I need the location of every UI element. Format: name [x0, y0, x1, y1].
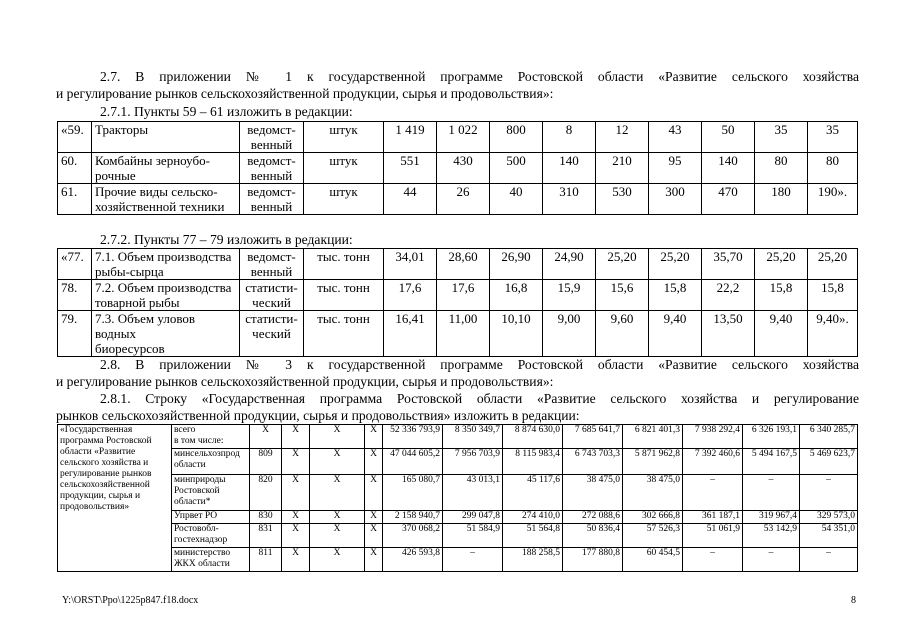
- amount-cell: 361 187,1: [683, 511, 743, 524]
- x-cell: X: [282, 524, 310, 548]
- value-cell: 26,90: [490, 249, 543, 280]
- x-cell: X: [310, 548, 365, 572]
- footer-page-number: 8: [851, 595, 856, 606]
- amount-cell: 51 564,8: [503, 524, 563, 548]
- indicator-source: ведомст- венный: [240, 184, 304, 215]
- value-cell: 17,6: [384, 280, 437, 311]
- value-cell: 80: [755, 153, 808, 184]
- unit: штук: [304, 122, 384, 153]
- value-cell: 140: [702, 153, 755, 184]
- x-cell: X: [282, 425, 310, 449]
- value-cell: 25,20: [596, 249, 649, 280]
- value-cell: 22,2: [702, 280, 755, 311]
- x-cell: X: [365, 511, 383, 524]
- amount-cell: 302 666,8: [623, 511, 683, 524]
- value-cell: 9,40: [649, 311, 702, 357]
- amount-cell: –: [443, 548, 503, 572]
- value-cell: 180: [755, 184, 808, 215]
- funding-row: [58, 524, 858, 548]
- value-cell: 11,00: [437, 311, 490, 357]
- paragraph-2-8: 2.8. В приложении № 3 к государственной программе Ростовской области «Развитие сельского хозяйства: [100, 357, 859, 372]
- amount-cell: 51 584,9: [443, 524, 503, 548]
- amount-cell: 51 061,9: [683, 524, 743, 548]
- value-cell: 35: [808, 122, 858, 153]
- value-cell: 24,90: [543, 249, 596, 280]
- executor: Ростовобл-гостехнадзор: [172, 524, 250, 548]
- amount-cell: 426 593,8: [383, 548, 443, 572]
- x-cell: X: [365, 475, 383, 511]
- value-cell: 500: [490, 153, 543, 184]
- x-cell: X: [282, 511, 310, 524]
- amount-cell: 43 013,1: [443, 475, 503, 511]
- row-number: «77.: [58, 249, 92, 280]
- amount-cell: 50 836,4: [563, 524, 623, 548]
- value-cell: 28,60: [437, 249, 490, 280]
- amount-cell: –: [683, 475, 743, 511]
- value-cell: 190».: [808, 184, 858, 215]
- value-cell: 530: [596, 184, 649, 215]
- value-cell: 800: [490, 122, 543, 153]
- unit: штук: [304, 153, 384, 184]
- value-cell: 95: [649, 153, 702, 184]
- value-cell: 15,8: [755, 280, 808, 311]
- table-machinery: [57, 121, 858, 215]
- amount-cell: –: [683, 548, 743, 572]
- row-number: 61.: [58, 184, 92, 215]
- value-cell: 1 022: [437, 122, 490, 153]
- value-cell: 8: [543, 122, 596, 153]
- value-cell: 9,60: [596, 311, 649, 357]
- executor: министерство ЖКХ области: [172, 548, 250, 572]
- amount-cell: 47 044 605,2: [383, 449, 443, 475]
- value-cell: 9,40».: [808, 311, 858, 357]
- unit: тыс. тонн: [304, 311, 384, 357]
- indicator-source: ведомст- венный: [240, 249, 304, 280]
- value-cell: 16,41: [384, 311, 437, 357]
- value-cell: 551: [384, 153, 437, 184]
- executor: Упрвет РО: [172, 511, 250, 524]
- value-cell: 17,6: [437, 280, 490, 311]
- amount-cell: 7 685 641,7: [563, 425, 623, 449]
- value-cell: 470: [702, 184, 755, 215]
- value-cell: 300: [649, 184, 702, 215]
- value-cell: 34,01: [384, 249, 437, 280]
- amount-cell: 8 115 983,4: [503, 449, 563, 475]
- fish-row: [58, 280, 858, 311]
- funding-row: [58, 548, 858, 572]
- amount-cell: 7 392 460,6: [683, 449, 743, 475]
- program-name: «Государственная программа Ростовской области «Развитие сельского хозяйства и регулирование рынков сельскохозяйственной продукции, сырья и продовольствия»: [58, 425, 172, 572]
- value-cell: 140: [543, 153, 596, 184]
- amount-cell: 38 475,0: [563, 475, 623, 511]
- x-cell: X: [310, 511, 365, 524]
- amount-cell: 38 475,0: [623, 475, 683, 511]
- unit: тыс. тонн: [304, 280, 384, 311]
- code-cell: 830: [250, 511, 282, 524]
- heading-2-7-2: 2.7.2. Пункты 77 – 79 изложить в редакции:: [100, 232, 353, 247]
- amount-cell: 53 142,9: [743, 524, 800, 548]
- amount-cell: 272 088,6: [563, 511, 623, 524]
- row-number: «59.: [58, 122, 92, 153]
- indicator-source: статисти- ческий: [240, 280, 304, 311]
- indicator-name: Тракторы: [92, 122, 240, 153]
- amount-cell: 57 526,3: [623, 524, 683, 548]
- machinery-row: [58, 153, 858, 184]
- fish-row: [58, 249, 858, 280]
- code-cell: X: [250, 425, 282, 449]
- value-cell: 13,50: [702, 311, 755, 357]
- amount-cell: –: [743, 475, 800, 511]
- paragraph-2-7-line2: и регулирование рынков сельскохозяйственной продукции, сырья и продовольствия»:: [56, 86, 554, 101]
- unit: тыс. тонн: [304, 249, 384, 280]
- value-cell: 44: [384, 184, 437, 215]
- code-cell: 811: [250, 548, 282, 572]
- x-cell: X: [282, 449, 310, 475]
- row-number: 79.: [58, 311, 92, 357]
- paragraph-2-7: [56, 69, 859, 85]
- value-cell: 210: [596, 153, 649, 184]
- value-cell: 1 419: [384, 122, 437, 153]
- amount-cell: 52 336 793,9: [383, 425, 443, 449]
- x-cell: X: [365, 524, 383, 548]
- amount-cell: 165 080,7: [383, 475, 443, 511]
- indicator-name: 7.2. Объем производства товарной рыбы: [92, 280, 240, 311]
- amount-cell: 60 454,5: [623, 548, 683, 572]
- amount-cell: 8 874 630,0: [503, 425, 563, 449]
- value-cell: 15,8: [649, 280, 702, 311]
- code-cell: 809: [250, 449, 282, 475]
- value-cell: 25,20: [649, 249, 702, 280]
- indicator-name: 7.3. Объем уловов водных биоресурсов: [92, 311, 240, 357]
- value-cell: 15,9: [543, 280, 596, 311]
- row-number: 78.: [58, 280, 92, 311]
- footer-file-path: Y:\ORST\Ppo\1225p847.f18.docx: [62, 595, 199, 606]
- indicator-name: Комбайны зерноубо- рочные: [92, 153, 240, 184]
- amount-cell: –: [743, 548, 800, 572]
- amount-cell: 6 326 193,1: [743, 425, 800, 449]
- paragraph-2-8-cont: и регулирование рынков сельскохозяйственной продукции, сырья и продовольствия»:: [56, 374, 554, 389]
- amount-cell: 6 821 401,3: [623, 425, 683, 449]
- indicator-name: Прочие виды сельско- хозяйственной техники: [92, 184, 240, 215]
- value-cell: 25,20: [755, 249, 808, 280]
- x-cell: X: [310, 524, 365, 548]
- amount-cell: 45 117,6: [503, 475, 563, 511]
- value-cell: 9,40: [755, 311, 808, 357]
- paragraph-2-7-cont: [56, 86, 859, 102]
- x-cell: X: [282, 548, 310, 572]
- funding-row: [58, 475, 858, 511]
- value-cell: 15,6: [596, 280, 649, 311]
- value-cell: 430: [437, 153, 490, 184]
- indicator-name: 7.1. Объем производства рыбы-сырца: [92, 249, 240, 280]
- table-fish: [57, 248, 858, 357]
- indicator-source: статисти- ческий: [240, 311, 304, 357]
- value-cell: 35,70: [702, 249, 755, 280]
- amount-cell: 5 494 167,5: [743, 449, 800, 475]
- value-cell: 80: [808, 153, 858, 184]
- amount-cell: 7 938 292,4: [683, 425, 743, 449]
- value-cell: 35: [755, 122, 808, 153]
- row-number: 60.: [58, 153, 92, 184]
- amount-cell: –: [800, 548, 858, 572]
- funding-row: [58, 449, 858, 475]
- value-cell: 16,8: [490, 280, 543, 311]
- value-cell: 15,8: [808, 280, 858, 311]
- value-cell: 9,00: [543, 311, 596, 357]
- machinery-row: [58, 184, 858, 215]
- value-cell: 50: [702, 122, 755, 153]
- executor: минсельхозпрод области: [172, 449, 250, 475]
- x-cell: X: [365, 548, 383, 572]
- x-cell: X: [310, 475, 365, 511]
- funding-row: [58, 511, 858, 524]
- amount-cell: 188 258,5: [503, 548, 563, 572]
- executor: всего в том числе:: [172, 425, 250, 449]
- code-cell: 820: [250, 475, 282, 511]
- indicator-source: ведомст- венный: [240, 153, 304, 184]
- amount-cell: 299 047,8: [443, 511, 503, 524]
- code-cell: 831: [250, 524, 282, 548]
- machinery-row: [58, 122, 858, 153]
- value-cell: 310: [543, 184, 596, 215]
- amount-cell: 6 340 285,7: [800, 425, 858, 449]
- amount-cell: 5 871 962,8: [623, 449, 683, 475]
- funding-row: [58, 425, 858, 449]
- amount-cell: 2 158 940,7: [383, 511, 443, 524]
- paragraph-2-7-line1: 2.7. В приложении № 1 к государственной программе Ростовской области «Развитие сельского хозяйства: [100, 69, 859, 84]
- unit: штук: [304, 184, 384, 215]
- fish-row: [58, 311, 858, 357]
- x-cell: X: [282, 475, 310, 511]
- amount-cell: 319 967,4: [743, 511, 800, 524]
- paragraph-2-8-1: 2.8.1. Строку «Государственная программа Ростовской области «Развитие сельского хозяйства и регулирование: [100, 391, 859, 406]
- amount-cell: 177 880,8: [563, 548, 623, 572]
- value-cell: 43: [649, 122, 702, 153]
- amount-cell: 329 573,0: [800, 511, 858, 524]
- value-cell: 10,10: [490, 311, 543, 357]
- amount-cell: 6 743 703,3: [563, 449, 623, 475]
- indicator-source: ведомст- венный: [240, 122, 304, 153]
- heading-2-7-1: 2.7.1. Пункты 59 – 61 изложить в редакции:: [100, 104, 353, 119]
- value-cell: 40: [490, 184, 543, 215]
- table-funding: [57, 424, 858, 572]
- value-cell: 25,20: [808, 249, 858, 280]
- amount-cell: 7 956 703,9: [443, 449, 503, 475]
- amount-cell: 370 068,2: [383, 524, 443, 548]
- amount-cell: 8 350 349,7: [443, 425, 503, 449]
- value-cell: 12: [596, 122, 649, 153]
- value-cell: 26: [437, 184, 490, 215]
- amount-cell: –: [800, 475, 858, 511]
- x-cell: X: [310, 425, 365, 449]
- x-cell: X: [365, 449, 383, 475]
- x-cell: X: [365, 425, 383, 449]
- amount-cell: 54 351,0: [800, 524, 858, 548]
- amount-cell: 5 469 623,7: [800, 449, 858, 475]
- x-cell: X: [310, 449, 365, 475]
- executor: минприроды Ростовской области*: [172, 475, 250, 511]
- paragraph-2-8-1-cont: рынков сельскохозяйственной продукции, сырья и продовольствия» изложить в редакции:: [56, 408, 580, 423]
- amount-cell: 274 410,0: [503, 511, 563, 524]
